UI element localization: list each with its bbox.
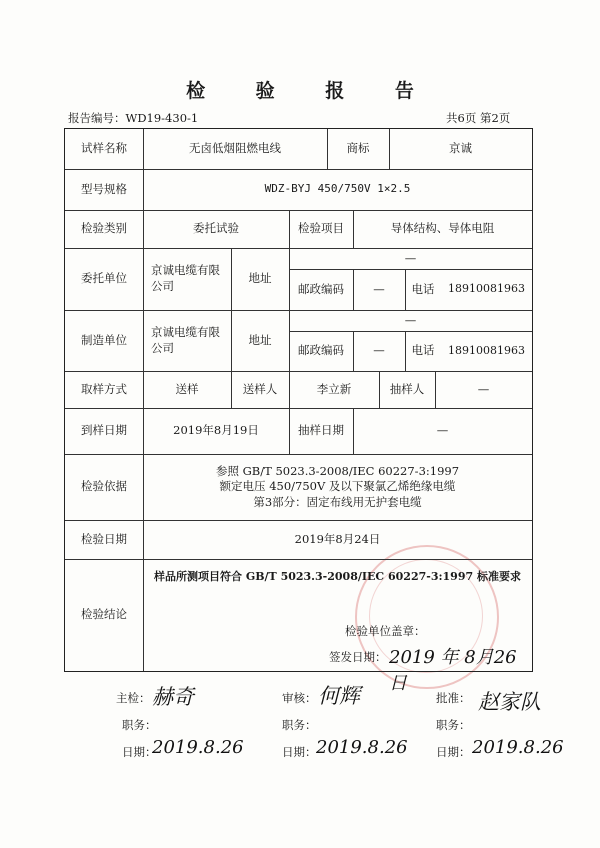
review-signature: 何辉 [318,684,360,708]
basis-label: 检验依据 [81,479,127,494]
basis-line-3: 第3部分：固定布线用无护套电缆 [253,494,422,509]
client-phone: 18910081963 [448,282,525,296]
manufacturer-name: 京诚电缆有限公司 [151,324,220,355]
report-number-label: 报告编号： [68,111,126,125]
review-label: 审核： [282,691,317,705]
manufacturer-label: 制造单位 [81,332,127,347]
report-number [68,110,198,126]
client-phone-label: 电话 [411,281,435,296]
approve-post-label: 职务： [436,718,471,732]
sampling-label: 取样方式 [81,381,127,396]
sampler-label: 抽样人 [389,381,425,396]
basis-text [143,454,532,520]
basis-line-1: 参照 GB/T 5023.3-2008/IEC 60227-3:1997 [215,463,460,478]
chief-date: 2019.8.26 [152,737,244,758]
sampling-date: — [436,423,449,438]
trademark-label: 商标 [346,141,370,156]
manufacturer-address: — [404,312,417,327]
chief-date-label: 日期： [122,745,157,759]
client-address-label: 地址 [248,271,272,286]
review-date-label: 日期： [282,745,317,759]
client-label: 委托单位 [81,271,127,286]
sender-label: 送样人 [242,381,278,396]
manufacturer-postal: — [373,343,385,358]
client-address: — [404,250,417,265]
manufacturer-phone-label: 电话 [411,343,435,358]
conclusion-label: 检验结论 [81,607,127,622]
inspection-item-label: 检验项目 [298,221,344,236]
arrival-date-label: 到样日期 [81,423,127,438]
page-info: 共6页 第2页 [446,111,511,125]
basis-line-2: 额定电压 450/750V 及以下聚氯乙烯绝缘电缆 [219,479,456,494]
inspection-type-label: 检验类别 [81,221,127,236]
model-label: 型号规格 [81,181,127,196]
sample-name-value: 无卤低烟阻燃电线 [189,141,281,156]
approve-date-label: 日期： [436,745,471,759]
manufacturer-address-label: 地址 [248,332,272,347]
inspection-item-value: 导体结构、导体电阻 [390,221,495,236]
test-date: 2019年8月24日 [294,531,381,546]
test-date-label: 检验日期 [81,531,127,546]
chief-label: 主检： [116,691,151,705]
client-postal: — [373,281,385,296]
seal-label: 检验单位盖章： [345,624,426,639]
manufacturer-phone: 18910081963 [448,343,525,357]
issue-date-handwritten: 2019 年 8月26日 [389,647,517,694]
client-postal-label: 邮政编码 [298,281,344,296]
model-value: WDZ-BYJ 450/750V 1×2.5 [264,182,411,196]
approve-signature: 赵家队 [478,690,541,714]
trademark-value: 京诚 [449,141,472,156]
chief-post-label: 职务： [122,718,157,732]
sampler-value: — [477,381,490,396]
chief-signature: 赫奇 [152,685,194,709]
review-date: 2019.8.26 [316,737,408,758]
report-title: 检 验 报 告 [186,80,436,102]
manufacturer-postal-label: 邮政编码 [298,343,344,358]
sampling-method: 送样 [175,381,199,396]
approve-date: 2019.8.26 [472,737,564,758]
issue-date-label: 签发日期： [329,650,387,665]
report-table [64,128,533,694]
client-name: 京诚电缆有限公司 [151,263,220,293]
conclusion-text: 样品所测项目符合 GB/T 5023.3-2008/IEC 60227-3:1997 标准要求 [154,569,521,583]
sender-value: 李立新 [316,381,352,396]
sampling-date-label: 抽样日期 [298,423,344,438]
review-post-label: 职务： [282,718,317,732]
report-number-value: WD19-430-1 [125,111,199,125]
approve-label: 批准： [436,691,471,705]
sample-name-label: 试样名称 [81,141,127,156]
inspection-type-value: 委托试验 [193,221,239,236]
arrival-date: 2019年8月19日 [173,423,259,438]
